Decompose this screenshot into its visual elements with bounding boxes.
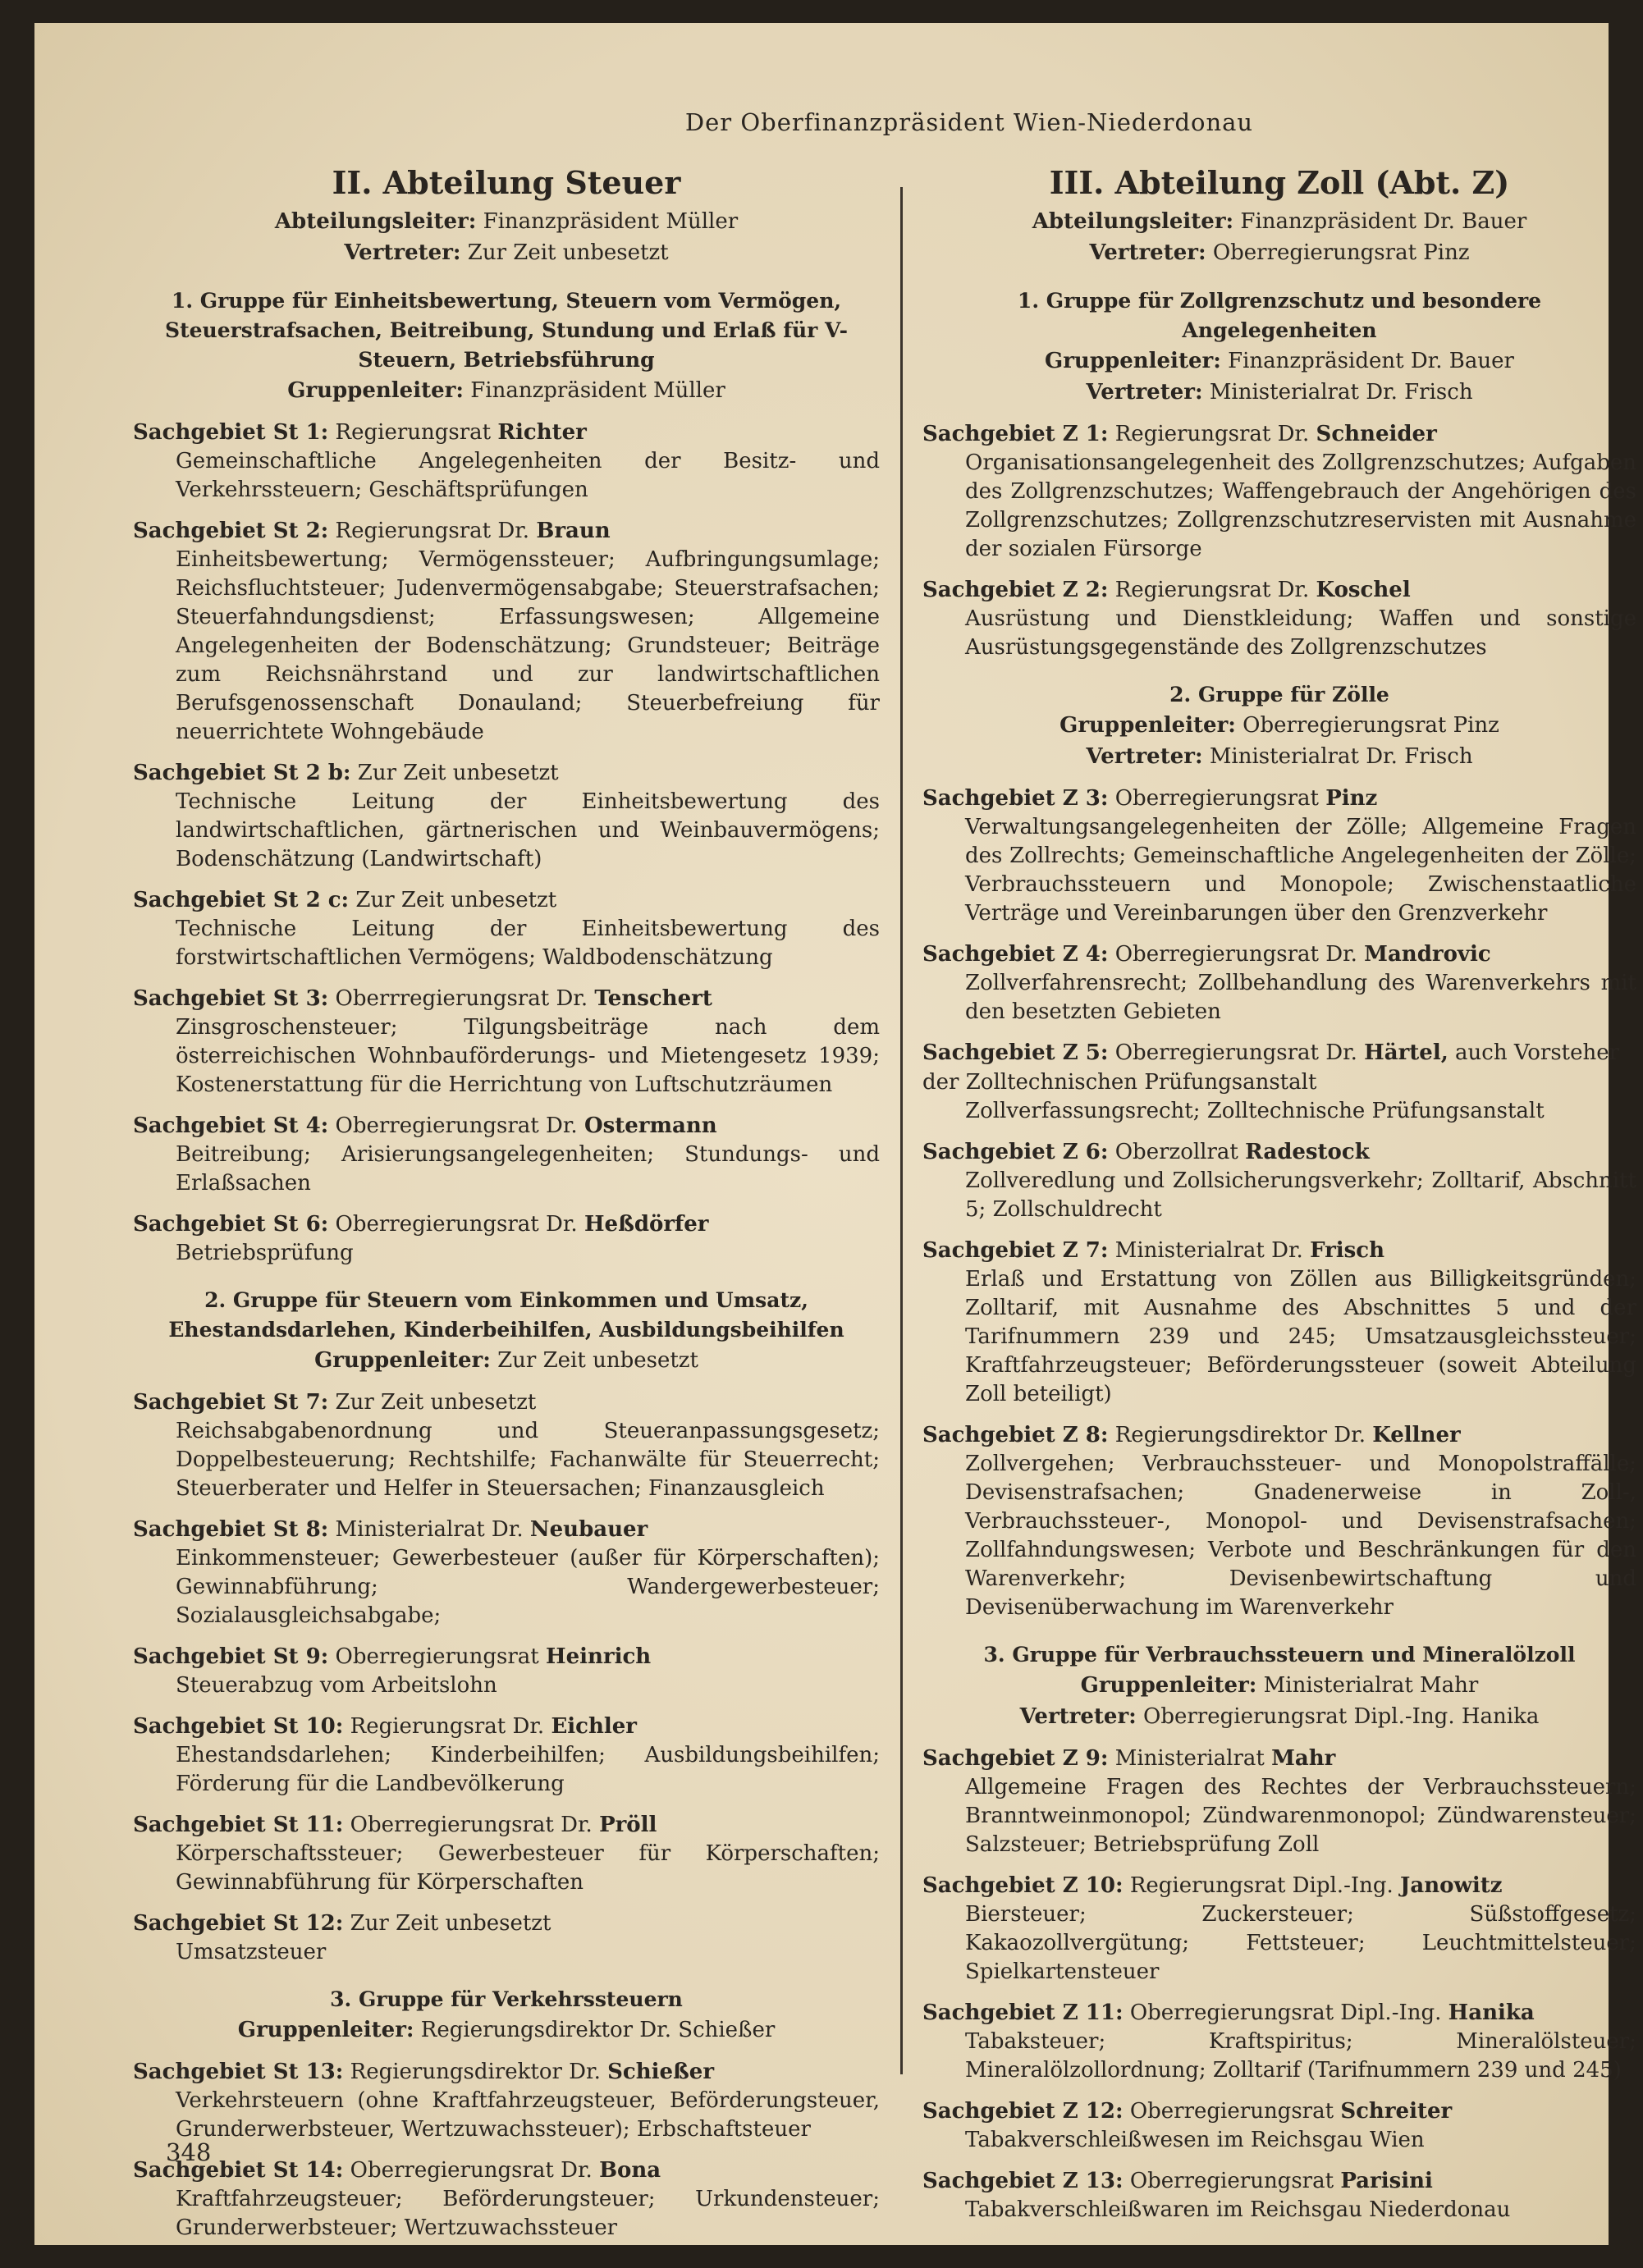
sachgebiet-heading xyxy=(922,1236,1636,1265)
sachgebiet-label: Sachgebiet Z 5: xyxy=(922,1040,1109,1065)
sachgebiet xyxy=(133,984,880,1100)
sachgebiet-role: Zur Zeit unbesetzt xyxy=(357,761,559,785)
sachgebiet-label: Sachgebiet St 12: xyxy=(133,1911,344,1936)
sachgebiet-person: Parisini xyxy=(1340,2169,1433,2193)
sachgebiet-body: Reichsabgabenordnung und Steueranpassungsgesetz; Doppelbesteuerung; Rechtshilfe; Fachanwälte für Steuerrecht; Steuerberater und Helfer in Steuersachen; Finanzausgleich xyxy=(176,1419,880,1501)
sachgebiet-person: Radestock xyxy=(1245,1140,1370,1164)
sachgebiet-heading xyxy=(133,1810,880,1840)
column-abteilung-zoll xyxy=(922,164,1636,2225)
sachgebiet-body: Zollverfahrensrecht; Zollbehandlung des Warenverkehrs mit den besetzten Gebieten xyxy=(965,971,1636,1024)
page-number: 348 xyxy=(166,2138,212,2166)
sachgebiet-role: Oberrregierungsrat Dr. xyxy=(335,986,588,1011)
sachgebiet-person: Pröll xyxy=(599,1813,657,1837)
sachgebiet-body: Technische Leitung der Einheitsbewertung des forstwirtschaftlichen Vermögens; Waldbodenschätzung xyxy=(176,917,880,970)
sachgebiet xyxy=(133,1810,880,1897)
sachgebiet-heading xyxy=(133,1111,880,1141)
sachgebiet-body: Zollverfassungsrecht; Zolltechnische Prüfungsanstalt xyxy=(965,1099,1545,1123)
sachgebiet-heading xyxy=(133,885,880,915)
sachgebiet-person: Bona xyxy=(599,2158,661,2183)
sachgebiet-label: Sachgebiet St 4: xyxy=(133,1113,329,1138)
sachgebiet-heading xyxy=(133,1712,880,1741)
sachgebiet xyxy=(922,1137,1636,1224)
department-title: III. Abteilung Zoll (Abt. Z) xyxy=(1049,164,1510,201)
sachgebiet-label: Sachgebiet Z 6: xyxy=(922,1140,1109,1164)
sachgebiet-body: Zollvergehen; Verbrauchssteuer- und Monopolstraffälle; Devisenstrafsachen; Gnadenerweise in Zoll-, Verbrauchssteuer-, Monopol- und Devisenstrafsachen; Zollfahndungswesen; Verbote und Beschränkungen für den Warenverkehr; Devisenbewirtschaftung und Devisenüberwachung im Warenverkehr xyxy=(965,1452,1636,1620)
sachgebiet-person: Braun xyxy=(536,519,611,543)
sachgebiet xyxy=(133,1111,880,1198)
sachgebiet-label: Sachgebiet St 2 c: xyxy=(133,888,350,912)
sachgebiet-role: Regierungsrat Dr. xyxy=(335,519,530,543)
sachgebiet-person: Neubauer xyxy=(529,1517,648,1542)
group-heading: 2. Gruppe für Steuern vom Einkommen und Umsatz, Ehestandsdarlehen, Kinderbeihilfen, Ausbildungsbeihilfen xyxy=(168,1288,844,1342)
department-deputy: Vertreter: Zur Zeit unbesetzt xyxy=(344,240,669,265)
sachgebiet-body: Organisationsangelegenheit des Zollgrenzschutzes; Aufgaben des Zollgrenzschutzes; Waffengebrauch der Angehörigen des Zollgrenzschutzes; Zollgrenzschutzreservisten mit Ausnahme der sozialen Fürsorge xyxy=(965,450,1636,561)
column-divider xyxy=(900,187,903,2074)
sachgebiet-heading xyxy=(922,1744,1636,1773)
sachgebiet-label: Sachgebiet Z 1: xyxy=(922,422,1109,446)
sachgebiet-heading xyxy=(922,1137,1636,1167)
sachgebiet xyxy=(133,1388,880,1503)
sachgebiet-heading xyxy=(133,516,880,546)
sachgebiet-body: Umsatzsteuer xyxy=(176,1940,327,1964)
sachgebiet-heading xyxy=(922,2166,1636,2196)
sachgebiet-role: Ministerialrat xyxy=(1114,1746,1265,1771)
sachgebiet-label: Sachgebiet Z 4: xyxy=(922,942,1109,967)
sachgebiet-person: Heßdörfer xyxy=(584,1212,709,1237)
sachgebiet-label: Sachgebiet Z 7: xyxy=(922,1238,1109,1263)
sachgebiet-label: Sachgebiet St 8: xyxy=(133,1517,329,1542)
sachgebiet-heading xyxy=(133,1642,880,1671)
sachgebiet-label: Sachgebiet St 3: xyxy=(133,986,329,1011)
group-leader: Gruppenleiter: Finanzpräsident Müller xyxy=(287,378,725,403)
sachgebiet-person: Koschel xyxy=(1316,578,1411,602)
department-title: II. Abteilung Steuer xyxy=(332,164,681,201)
group-heading: 3. Gruppe für Verbrauchssteuern und Mineralölzoll xyxy=(983,1643,1576,1667)
sachgebiet-label: Sachgebiet Z 2: xyxy=(922,578,1109,602)
sachgebiet-body: Gemeinschaftliche Angelegenheiten der Besitz- und Verkehrssteuern; Geschäftsprüfungen xyxy=(176,449,880,502)
group-heading: 2. Gruppe für Zölle xyxy=(1169,683,1389,706)
sachgebiet-person: Richter xyxy=(497,420,587,445)
sachgebiet-body: Betriebsprüfung xyxy=(176,1241,354,1265)
sachgebiet-heading xyxy=(922,2097,1636,2126)
sachgebiet-person: Mahr xyxy=(1271,1746,1336,1771)
group-heading: 1. Gruppe für Zollgrenzschutz und besondere Angelegenheiten xyxy=(1017,289,1542,342)
group-leader: Gruppenleiter: Finanzpräsident Dr. Bauer xyxy=(1045,349,1514,373)
sachgebiet-body: Tabaksteuer; Kraftspiritus; Mineralölsteuer; Mineralölzollordnung; Zolltarif (Tarifnummern 239 und 245) xyxy=(965,2029,1636,2083)
sachgebiet-person: Hanika xyxy=(1448,2001,1535,2025)
sachgebiet xyxy=(922,940,1636,1027)
sachgebiet-role: Oberregierungsrat xyxy=(1129,2169,1334,2193)
sachgebiet-body: Ehestandsdarlehen; Kinderbeihilfen; Ausbildungsbeihilfen; Förderung für die Landbevölkerung xyxy=(176,1743,880,1796)
sachgebiet-role: Oberregierungsrat Dr. xyxy=(335,1113,578,1138)
sachgebiet-role: Oberregierungsrat Dr. xyxy=(335,1212,578,1237)
sachgebiet-body: Steuerabzug vom Arbeitslohn xyxy=(176,1673,497,1698)
sachgebiet-role: Oberregierungsrat xyxy=(335,1644,539,1669)
sachgebiet-heading xyxy=(133,1515,880,1544)
sachgebiet-body: Beitreibung; Arisierungsangelegenheiten; Stundungs- und Erlaßsachen xyxy=(176,1142,880,1196)
sachgebiet-heading xyxy=(922,1420,1636,1450)
group-deputy: Vertreter: Ministerialrat Dr. Frisch xyxy=(1086,380,1473,405)
sachgebiet-person: Härtel, xyxy=(1364,1040,1448,1065)
sachgebiet-person: Ostermann xyxy=(584,1113,717,1138)
sachgebiet-role: Regierungsdirektor Dr. xyxy=(350,2060,601,2084)
sachgebiet xyxy=(133,758,880,874)
sachgebiet-person: Frisch xyxy=(1310,1238,1385,1263)
sachgebiet-heading xyxy=(922,784,1636,813)
sachgebiet-label: Sachgebiet Z 11: xyxy=(922,2001,1124,2025)
sachgebiet-person: Pinz xyxy=(1325,786,1378,811)
sachgebiet xyxy=(133,418,880,505)
sachgebiet-label: Sachgebiet St 10: xyxy=(133,1714,344,1739)
sachgebiet-label: Sachgebiet St 2 b: xyxy=(133,761,351,785)
group-heading: 3. Gruppe für Verkehrssteuern xyxy=(330,1987,683,2011)
sachgebiet xyxy=(922,1744,1636,1859)
sachgebiet-heading xyxy=(133,2156,880,2185)
sachgebiet xyxy=(133,1712,880,1799)
sachgebiet xyxy=(133,1515,880,1630)
sachgebiet-heading xyxy=(133,1909,880,1938)
sachgebiet-heading xyxy=(922,1871,1636,1900)
group-leader: Gruppenleiter: Oberregierungsrat Pinz xyxy=(1059,713,1499,738)
sachgebiet-label: Sachgebiet St 9: xyxy=(133,1644,329,1669)
sachgebiet-label: Sachgebiet St 2: xyxy=(133,519,329,543)
sachgebiet-role: Regierungsrat xyxy=(335,420,492,445)
sachgebiet-person: Kellner xyxy=(1372,1423,1461,1447)
department-leader: Abteilungsleiter: Finanzpräsident Müller xyxy=(274,209,739,234)
sachgebiet-body: Tabakverschleißwesen im Reichsgau Wien xyxy=(965,2128,1425,2152)
running-head: Der Oberfinanzpräsident Wien-Niederdonau xyxy=(684,108,1254,136)
sachgebiet-heading xyxy=(922,940,1636,969)
sachgebiet xyxy=(922,1871,1636,1987)
sachgebiet-person: Schneider xyxy=(1316,422,1437,446)
sachgebiet-person: Schießer xyxy=(607,2060,715,2084)
sachgebiet-label: Sachgebiet St 1: xyxy=(133,420,329,445)
sachgebiet-label: Sachgebiet St 13: xyxy=(133,2060,344,2084)
sachgebiet-label: Sachgebiet St 6: xyxy=(133,1212,329,1237)
sachgebiet-heading xyxy=(133,1388,880,1417)
sachgebiet xyxy=(922,575,1636,662)
department-deputy: Vertreter: Oberregierungsrat Pinz xyxy=(1089,240,1470,265)
sachgebiet-role: Oberzollrat xyxy=(1114,1140,1238,1164)
sachgebiet-role: Oberregierungsrat xyxy=(1129,2099,1334,2124)
sachgebiet-body: Erlaß und Erstattung von Zöllen aus Billigkeitsgründen; Zolltarif, mit Ausnahme des Abschnittes 5 und der Tarifnummern 239 und 245; Umsatzausgleichssteuer; Kraftfahrzeugsteuer; Beförderungssteuer (soweit Abteilung Zoll beteiligt) xyxy=(965,1267,1636,1406)
sachgebiet xyxy=(922,1998,1636,2085)
sachgebiet-body: Zollveredlung und Zollsicherungsverkehr; Zolltarif, Abschnitt 5; Zollschuldrecht xyxy=(965,1168,1636,1222)
sachgebiet-body: Technische Leitung der Einheitsbewertung des landwirtschaftlichen, gärtnerischen und Weinbauvermögens; Bodenschätzung (Landwirtschaft) xyxy=(176,789,880,871)
sachgebiet-heading xyxy=(922,419,1636,449)
sachgebiet-role: Regierungsdirektor Dr. xyxy=(1114,1423,1366,1447)
sachgebiet xyxy=(922,2097,1636,2155)
sachgebiet-role: Oberregierungsrat Dr. xyxy=(350,1813,593,1837)
group-leader: Gruppenleiter: Regierungsdirektor Dr. Schießer xyxy=(237,2018,776,2042)
group-leader: Gruppenleiter: Ministerialrat Mahr xyxy=(1080,1673,1479,1698)
sachgebiet xyxy=(133,2156,880,2243)
sachgebiet-heading xyxy=(922,1998,1636,2028)
sachgebiet-heading xyxy=(133,1209,880,1239)
sachgebiet-body: Körperschaftssteuer; Gewerbesteuer für Körperschaften; Gewinnabführung für Körperschaften xyxy=(176,1841,880,1895)
sachgebiet-heading xyxy=(922,575,1636,605)
sachgebiet-label: Sachgebiet St 7: xyxy=(133,1390,329,1415)
sachgebiet-heading xyxy=(133,758,880,788)
group-heading: 1. Gruppe für Einheitsbewertung, Steuern vom Vermögen, Steuerstrafsachen, Beitreibung, Stundung und Erlaß für V-Steuern, Betriebsführung xyxy=(165,289,848,372)
sachgebiet-label: Sachgebiet Z 12: xyxy=(922,2099,1124,2124)
sachgebiet-label: Sachgebiet Z 8: xyxy=(922,1423,1109,1447)
sachgebiet-role: Ministerialrat Dr. xyxy=(335,1517,524,1542)
sachgebiet-person: Schreiter xyxy=(1340,2099,1453,2124)
sachgebiet-heading xyxy=(922,1038,1636,1097)
sachgebiet xyxy=(133,885,880,972)
sachgebiet-label: Sachgebiet Z 13: xyxy=(922,2169,1124,2193)
sachgebiet-body: Ausrüstung und Dienstkleidung; Waffen und sonstige Ausrüstungsgegenstände des Zollgrenzschutzes xyxy=(965,606,1636,660)
sachgebiet-role: Regierungsrat Dipl.-Ing. xyxy=(1129,1873,1394,1898)
sachgebiet-body: Zinsgroschensteuer; Tilgungsbeiträge nach dem österreichischen Wohnbauförderungs- und Mietengesetz 1939; Kostenerstattung für die Herrichtung von Luftschutzräumen xyxy=(176,1015,880,1097)
sachgebiet-role: Regierungsrat Dr. xyxy=(1114,578,1310,602)
sachgebiet-role: Oberregierungsrat xyxy=(1114,786,1319,811)
sachgebiet-role: Regierungsrat Dr. xyxy=(1114,422,1310,446)
sachgebiet-role: Oberregierungsrat Dr. xyxy=(350,2158,593,2183)
sachgebiet-role: Oberregierungsrat Dipl.-Ing. xyxy=(1129,2001,1442,2025)
sachgebiet-extra: auch Vorsteher der Zolltechnischen Prüfungsanstalt xyxy=(922,1040,1620,1095)
sachgebiet xyxy=(133,516,880,747)
sachgebiet xyxy=(922,2166,1636,2225)
sachgebiet-role: Regierungsrat Dr. xyxy=(350,1714,545,1739)
sachgebiet-label: Sachgebiet St 14: xyxy=(133,2158,344,2183)
sachgebiet-person: Mandrovic xyxy=(1364,942,1491,967)
sachgebiet-person: Tenschert xyxy=(594,986,712,1011)
sachgebiet-role: Ministerialrat Dr. xyxy=(1114,1238,1303,1263)
sachgebiet-body: Allgemeine Fragen des Rechtes der Verbrauchssteuern; Branntweinmonopol; Zündwarenmonopol; Zündwarensteuer; Salzsteuer; Betriebsprüfung Zoll xyxy=(965,1775,1636,1857)
sachgebiet xyxy=(133,1909,880,1967)
sachgebiet-heading xyxy=(133,418,880,447)
sachgebiet-role: Zur Zeit unbesetzt xyxy=(355,888,557,912)
group-list xyxy=(922,286,1636,2225)
sachgebiet-label: Sachgebiet Z 3: xyxy=(922,786,1109,811)
sachgebiet-person: Eichler xyxy=(551,1714,637,1739)
sachgebiet-body: Verwaltungsangelegenheiten der Zölle; Allgemeine Fragen des Zollrechts; Gemeinschaftliche Angelegenheiten der Zölle; Verbrauchssteuern und Monopole; Zwischenstaatliche Verträge und Vereinbarungen über den Grenzverkehr xyxy=(965,815,1636,926)
sachgebiet-role: Oberregierungsrat Dr. xyxy=(1114,942,1357,967)
sachgebiet xyxy=(133,1209,880,1268)
sachgebiet-role: Oberregierungsrat Dr. xyxy=(1114,1040,1357,1065)
document-page xyxy=(34,23,1636,2245)
sachgebiet xyxy=(922,784,1636,928)
sachgebiet-body: Verkehrsteuern (ohne Kraftfahrzeugsteuer, Beförderungsteuer, Grunderwerbsteuer, Wertzuwachssteuer); Erbschaftsteuer xyxy=(176,2088,880,2142)
sachgebiet-heading xyxy=(133,2057,880,2087)
sachgebiet-body: Kraftfahrzeugsteuer; Beförderungsteuer; Urkundensteuer; Grunderwerbsteuer; Wertzuwachssteuer xyxy=(176,2187,880,2240)
group-deputy: Vertreter: Oberregierungsrat Dipl.-Ing. Hanika xyxy=(1019,1704,1540,1729)
sachgebiet-body: Biersteuer; Zuckersteuer; Süßstoffgesetz; Kakaozollvergütung; Fettsteuer; Leuchtmittelsteuer; Spielkartensteuer xyxy=(965,1902,1636,1984)
group-list xyxy=(133,286,880,2243)
sachgebiet-body: Einheitsbewertung; Vermögenssteuer; Aufbringungsumlage; Reichsfluchtsteuer; Judenvermögensabgabe; Steuerstrafsachen; Steuerfahndungsdienst; Erfassungswesen; Allgemeine Angelegenheiten der Bodenschätzung; Grundsteuer; Beiträge zum Reichsnährstand und zur landwirtschaftlichen Berufsgenossenschaft Donauland; Steuerbefreiung für neuerrichtete Wohngebäude xyxy=(176,547,880,744)
sachgebiet xyxy=(922,1236,1636,1409)
sachgebiet-role: Zur Zeit unbesetzt xyxy=(335,1390,537,1415)
sachgebiet-label: Sachgebiet Z 10: xyxy=(922,1873,1124,1898)
sachgebiet-body: Tabakverschleißwaren im Reichsgau Niederdonau xyxy=(965,2197,1511,2222)
sachgebiet xyxy=(133,2057,880,2144)
sachgebiet-heading xyxy=(133,984,880,1013)
sachgebiet xyxy=(133,1642,880,1700)
sachgebiet-role: Zur Zeit unbesetzt xyxy=(350,1911,551,1936)
column-abteilung-steuer xyxy=(133,164,880,2243)
sachgebiet-label: Sachgebiet St 11: xyxy=(133,1813,344,1837)
sachgebiet-label: Sachgebiet Z 9: xyxy=(922,1746,1109,1771)
group-leader: Gruppenleiter: Zur Zeit unbesetzt xyxy=(314,1348,698,1373)
sachgebiet-person: Heinrich xyxy=(546,1644,652,1669)
sachgebiet-person: Janowitz xyxy=(1400,1873,1503,1898)
sachgebiet xyxy=(922,419,1636,564)
sachgebiet xyxy=(922,1420,1636,1622)
sachgebiet xyxy=(922,1038,1636,1126)
group-deputy: Vertreter: Ministerialrat Dr. Frisch xyxy=(1086,744,1473,769)
sachgebiet-body: Einkommensteuer; Gewerbesteuer (außer für Körperschaften); Gewinnabführung; Wandergewerbesteuer; Sozialausgleichsabgabe; xyxy=(176,1546,880,1628)
department-leader: Abteilungsleiter: Finanzpräsident Dr. Bauer xyxy=(1032,209,1527,234)
